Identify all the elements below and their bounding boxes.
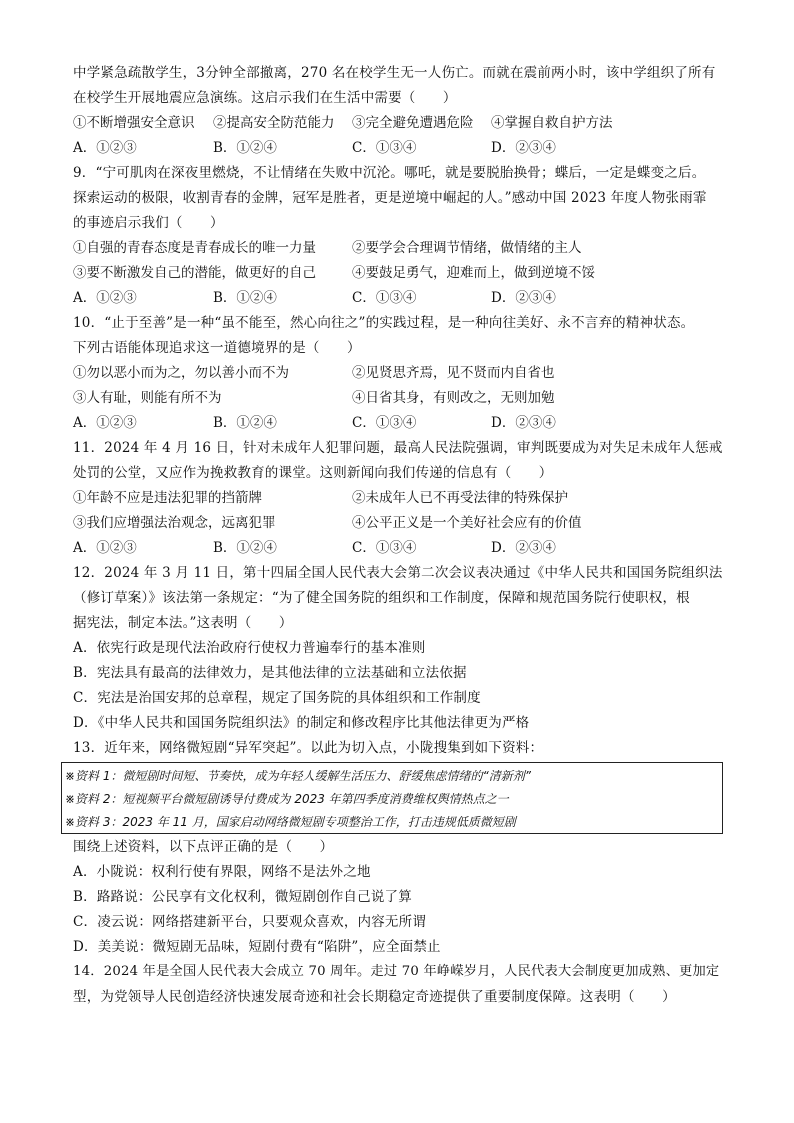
q9-stem-line-1: 9．“宁可肌肉在深夜里燃烧，不让情绪在失败中沉沦。哪吒，就是要脱胎换骨；蝶后，一定是蝶变之后。	[73, 165, 706, 181]
q12-stem-line-1: 12．2024 年 3 月 11 日，第十四届全国人民代表大会第二次会议表决通过《中华人民共和国国务院组织法	[73, 565, 723, 581]
q10-item-4: ④日省其身，有则改之，无则加勉	[352, 390, 555, 406]
q12-stem-line-2: （修订草案）》该法第一条规定：“为了健全国务院的组织和工作制度，保障和规范国务院行使职权，根	[73, 590, 690, 606]
q13-material-1: ※资料 1：微短剧时间短、节奏快，成为年轻人缓解生活压力、舒缓焦虑情绪的“清新剂”	[65, 769, 531, 783]
q10-item-1: ①勿以恶小而为之，勿以善小而不为	[73, 365, 289, 381]
q11-item-3: ③我们应增强法治观念，远离犯罪	[73, 515, 276, 531]
q9-item-1: ①自强的青春态度是青春成长的唯一力量	[73, 240, 316, 256]
q8-item-1: ①不断增强安全意识	[73, 115, 195, 131]
q10-choice-a: A．①②③	[73, 415, 137, 431]
q10-choice-d: D．②③④	[491, 415, 556, 431]
q10-choice-c: C．①③④	[352, 415, 417, 431]
q9-item-3: ③要不断激发自己的潜能，做更好的自己	[73, 265, 316, 281]
q11-item-1: ①年龄不应是违法犯罪的挡箭牌	[73, 490, 262, 506]
q9-choice-c: C．①③④	[352, 290, 417, 306]
q10-stem-line-1: 10．“止于至善”是一种“虽不能至，然心向往之”的实践过程，是一种向往美好、永不言弃的精神状态。	[73, 315, 695, 331]
q13-material-2: ※资料 2：短视频平台微短剧诱导付费成为 2023 年第四季度消费维权舆情热点之一	[65, 792, 509, 806]
q12-stem-line-3: 据宪法，制定本法。”这表明（ ）	[73, 615, 293, 631]
q13-stem: 13．近年来，网络微短剧“异军突起”。以此为切入点，小陇搜集到如下资料：	[73, 740, 544, 756]
q13-option-d: D．美美说：微短剧无品味，短剧付费有“陷阱”，应全面禁止	[73, 939, 441, 955]
q13-option-b: B．路路说：公民享有文化权利，微短剧创作自己说了算	[73, 889, 412, 905]
q8-item-2: ②提高安全防范能力	[213, 115, 335, 131]
q11-item-2: ②未成年人已不再受法律的特殊保护	[352, 490, 568, 506]
q8-choice-c: C．①③④	[352, 140, 417, 156]
q8-stem-line-1: 中学紧急疏散学生，3分钟全部撤离，270 名在校学生无一人伤亡。而就在震前两小时，该中学组织了所有	[73, 65, 716, 81]
q9-choice-b: B．①②④	[213, 290, 277, 306]
q9-choice-d: D．②③④	[491, 290, 556, 306]
q9-item-4: ④要鼓足勇气，迎难而上，做到逆境不馁	[352, 265, 595, 281]
q13-material-3: ※资料 3：2023 年 11 月，国家启动网络微短剧专项整治工作，打击违规低质微短剧	[65, 815, 516, 829]
q11-stem-line-2: 处罚的公堂，又应作为挽救教育的课堂。这则新闻向我们传递的信息有（ ）	[73, 465, 553, 481]
q12-option-a: A．依宪行政是现代法治政府行使权力普遍奉行的基本准则	[73, 640, 426, 656]
q13-material-box	[61, 762, 723, 834]
q13-option-c: C．凌云说：网络搭建新平台，只要观众喜欢，内容无所谓	[73, 914, 427, 930]
q10-stem-line-2: 下列古语能体现追求这一道德境界的是（ ）	[73, 340, 361, 356]
q14-stem-line-2: 型，为党领导人民创造经济快速发展奇迹和社会长期稳定奇迹提供了重要制度保障。这表明（ ）	[73, 989, 676, 1005]
q12-option-c: C．宪法是治国安邦的总章程，规定了国务院的具体组织和工作制度	[73, 690, 481, 706]
q14-stem-line-1: 14．2024 年是全国人民代表大会成立 70 周年。走过 70 年峥嵘岁月，人民代表大会制度更加成熟、更加定	[73, 964, 720, 979]
q8-choice-b: B．①②④	[213, 140, 277, 156]
q11-choice-d: D．②③④	[491, 540, 556, 556]
q8-choice-d: D．②③④	[491, 140, 556, 156]
q12-option-b: B．宪法具有最高的法律效力，是其他法律的立法基础和立法依据	[73, 665, 467, 681]
q12-option-d: D．《中华人民共和国国务院组织法》的制定和修改程序比其他法律更为严格	[73, 715, 530, 731]
q13-option-a: A．小陇说：权利行使有界限，网络不是法外之地	[73, 864, 371, 880]
q11-choice-a: A．①②③	[73, 540, 137, 556]
q10-item-2: ②见贤思齐焉，见不贤而内自省也	[352, 365, 555, 381]
q9-choice-a: A．①②③	[73, 290, 137, 306]
q9-stem-line-3: 的事迹启示我们（ ）	[73, 215, 224, 231]
q11-choice-c: C．①③④	[352, 540, 417, 556]
q9-item-2: ②要学会合理调节情绪，做情绪的主人	[352, 240, 582, 256]
q8-stem-line-2: 在校学生开展地震应急演练。这启示我们在生活中需要（ ）	[73, 90, 457, 106]
q9-stem-line-2: 探索运动的极限，收割青春的金牌，冠军是胜者，更是逆境中崛起的人。”感动中国 2023 年度人物张雨霏	[73, 190, 707, 206]
q13-prompt: 围绕上述资料，以下点评正确的是（ ）	[73, 839, 334, 855]
q8-choice-a: A．①②③	[73, 140, 137, 156]
q11-item-4: ④公平正义是一个美好社会应有的价值	[352, 515, 582, 531]
q8-item-4: ④掌握自救自护方法	[491, 115, 613, 131]
q10-item-3: ③人有耻，则能有所不为	[73, 390, 222, 406]
q11-choice-b: B．①②④	[213, 540, 277, 556]
q8-item-3: ③完全避免遭遇危险	[352, 115, 474, 131]
q10-choice-b: B．①②④	[213, 415, 277, 431]
q11-stem-line-1: 11．2024 年 4 月 16 日，针对未成年人犯罪问题，最高人民法院强调，审判既要成为对失足未成年人惩戒	[73, 440, 723, 456]
